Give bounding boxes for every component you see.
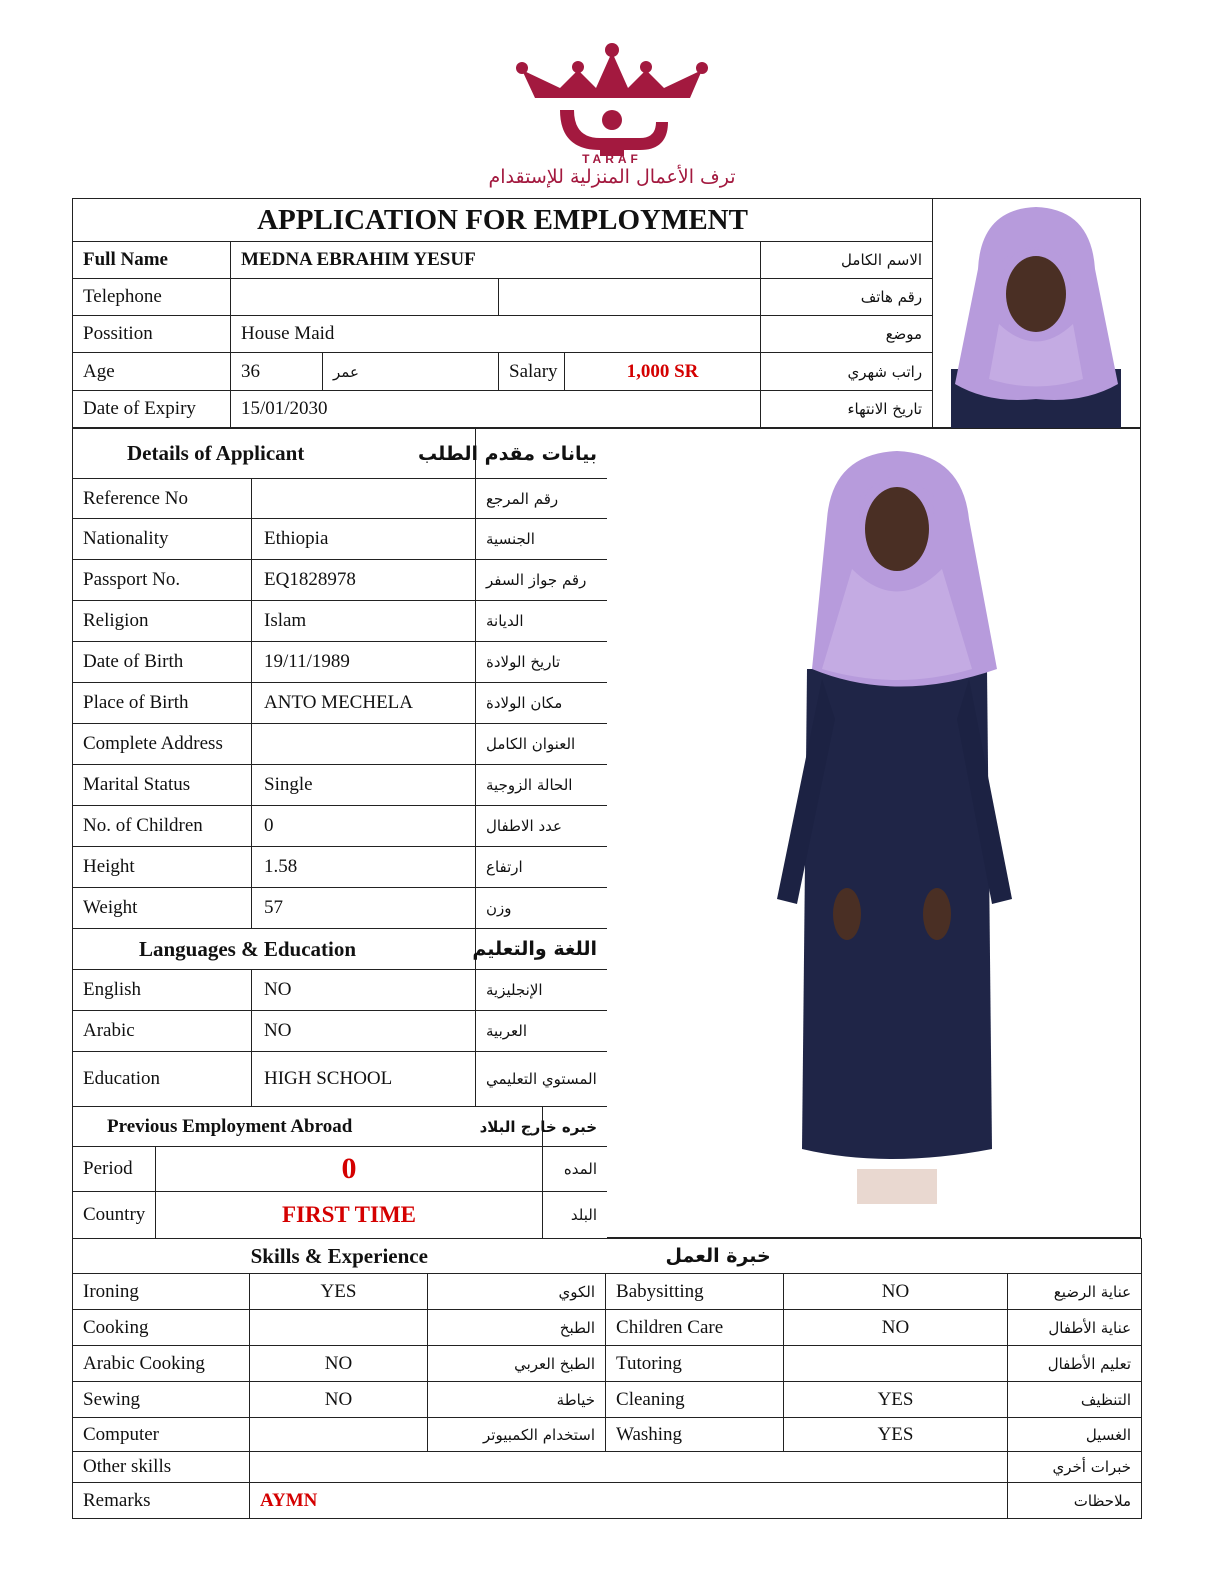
languages-heading: Languages & Education <box>73 929 476 970</box>
skill-value: NO <box>250 1346 428 1382</box>
skill-value <box>784 1346 1008 1382</box>
full-name-label-ar: الاسم الكامل <box>761 242 933 279</box>
expiry-label-ar: تاريخ الانتهاء <box>761 391 933 428</box>
skill-label-ar: التنظيف <box>1008 1382 1142 1418</box>
skill-label: Cleaning <box>606 1382 784 1418</box>
detail-value: Islam <box>252 601 476 642</box>
period-label-ar: المده <box>543 1147 608 1192</box>
portrait-photo <box>932 198 1141 428</box>
skill-value <box>250 1418 428 1452</box>
position-value: House Maid <box>231 316 761 353</box>
language-value: NO <box>252 1011 476 1052</box>
detail-label-ar: الديانة <box>476 601 608 642</box>
skill-label-ar: الطبخ <box>428 1310 606 1346</box>
expiry-value: 15/01/2030 <box>231 391 761 428</box>
table-row <box>73 479 608 519</box>
telephone-label-ar: رقم هاتف <box>761 279 933 316</box>
period-label: Period <box>73 1147 156 1192</box>
remarks-label: Remarks <box>73 1483 250 1519</box>
detail-label-ar: وزن <box>476 888 608 929</box>
other-skills-value <box>250 1452 1008 1483</box>
skill-label: Sewing <box>73 1382 250 1418</box>
salary-label-ar: راتب شهري <box>761 353 933 391</box>
table-row <box>73 601 608 642</box>
table-row <box>73 724 608 765</box>
detail-label-ar: الجنسية <box>476 519 608 560</box>
skill-label-ar: خياطة <box>428 1382 606 1418</box>
detail-label: Weight <box>73 888 252 929</box>
detail-label: Passport No. <box>73 560 252 601</box>
skill-value: YES <box>784 1382 1008 1418</box>
skill-label: Washing <box>606 1418 784 1452</box>
table-row <box>73 765 608 806</box>
previous-heading: Previous Employment Abroad <box>73 1107 543 1147</box>
detail-value <box>252 479 476 519</box>
table-row <box>73 888 608 929</box>
detail-label: Height <box>73 847 252 888</box>
skill-label: Computer <box>73 1418 250 1452</box>
detail-label: Nationality <box>73 519 252 560</box>
skill-label-ar: الطبخ العربي <box>428 1346 606 1382</box>
language-label: English <box>73 970 252 1011</box>
language-label-ar: الإنجليزية <box>476 970 608 1011</box>
brand-latin: TARAF <box>582 152 642 166</box>
age-label-ar: عمر <box>323 353 499 391</box>
skill-label-ar: الغسيل <box>1008 1418 1142 1452</box>
page-title: APPLICATION FOR EMPLOYMENT <box>73 199 933 242</box>
skill-value: YES <box>250 1274 428 1310</box>
skill-value: NO <box>784 1310 1008 1346</box>
agency-logo <box>0 40 1224 190</box>
language-label: Arabic <box>73 1011 252 1052</box>
skill-value: YES <box>784 1418 1008 1452</box>
table-row <box>73 560 608 601</box>
country-label-ar: البلد <box>543 1192 608 1239</box>
details-heading-ar: بيانات مقدم الطلب <box>476 429 608 479</box>
table-row <box>73 1274 1142 1310</box>
language-label: Education <box>73 1052 252 1107</box>
detail-value: EQ1828978 <box>252 560 476 601</box>
table-row <box>73 642 608 683</box>
detail-label: Place of Birth <box>73 683 252 724</box>
other-skills-label-ar: خبرات أخري <box>1008 1452 1142 1483</box>
application-header-table <box>72 198 933 428</box>
detail-label: Complete Address <box>73 724 252 765</box>
skills-heading: Skills & Experience <box>73 1239 606 1274</box>
position-label: Possition <box>73 316 231 353</box>
detail-value: 19/11/1989 <box>252 642 476 683</box>
detail-label-ar: ارتفاع <box>476 847 608 888</box>
brand-arabic: ترف الأعمال المنزلية للإستقدام <box>488 166 736 188</box>
full-name-value: MEDNA EBRAHIM YESUF <box>231 242 761 279</box>
previous-heading-ar: خبره خارج البلاد <box>543 1107 608 1147</box>
language-label-ar: العربية <box>476 1011 608 1052</box>
previous-employment-table <box>72 1106 608 1239</box>
detail-label-ar: رقم جواز السفر <box>476 560 608 601</box>
skill-label: Arabic Cooking <box>73 1346 250 1382</box>
skill-label-ar: استخدام الكمبيوتر <box>428 1418 606 1452</box>
country-label: Country <box>73 1192 156 1239</box>
table-row <box>73 806 608 847</box>
detail-label-ar: الحالة الزوجية <box>476 765 608 806</box>
full-name-label: Full Name <box>73 242 231 279</box>
table-row <box>73 847 608 888</box>
detail-value: 57 <box>252 888 476 929</box>
details-table <box>72 428 608 1107</box>
position-label-ar: موضع <box>761 316 933 353</box>
remarks-value: AYMN <box>250 1483 1008 1519</box>
other-skills-label: Other skills <box>73 1452 250 1483</box>
skill-label-ar: تعليم الأطفال <box>1008 1346 1142 1382</box>
detail-label: Religion <box>73 601 252 642</box>
full-body-photo <box>607 428 1141 1238</box>
detail-value: 1.58 <box>252 847 476 888</box>
skills-heading-ar: خبرة العمل <box>606 1239 1142 1274</box>
skill-label: Cooking <box>73 1310 250 1346</box>
detail-label: Date of Birth <box>73 642 252 683</box>
skill-label-ar: عناية الأطفال <box>1008 1310 1142 1346</box>
detail-value: ANTO MECHELA <box>252 683 476 724</box>
table-row <box>73 683 608 724</box>
table-row <box>73 1310 1142 1346</box>
language-value: HIGH SCHOOL <box>252 1052 476 1107</box>
table-row <box>73 1382 1142 1418</box>
salary-label: Salary <box>499 353 565 391</box>
skill-label: Tutoring <box>606 1346 784 1382</box>
crown-icon <box>516 43 708 156</box>
detail-value <box>252 724 476 765</box>
detail-label-ar: رقم المرجع <box>476 479 608 519</box>
table-row <box>73 519 608 560</box>
table-row <box>73 1418 1142 1452</box>
expiry-label: Date of Expiry <box>73 391 231 428</box>
telephone-label: Telephone <box>73 279 231 316</box>
detail-label: Reference No <box>73 479 252 519</box>
salary-value: 1,000 SR <box>565 353 761 391</box>
detail-value: Ethiopia <box>252 519 476 560</box>
language-value: NO <box>252 970 476 1011</box>
age-label: Age <box>73 353 231 391</box>
skills-table <box>72 1238 1142 1519</box>
details-heading: Details of Applicant <box>73 429 476 479</box>
detail-label-ar: عدد الاطفال <box>476 806 608 847</box>
skill-value: NO <box>784 1274 1008 1310</box>
telephone-value-2 <box>499 279 761 316</box>
detail-value: 0 <box>252 806 476 847</box>
period-value: 0 <box>156 1147 543 1192</box>
detail-label-ar: العنوان الكامل <box>476 724 608 765</box>
detail-label-ar: مكان الولادة <box>476 683 608 724</box>
skill-value: NO <box>250 1382 428 1418</box>
detail-value: Single <box>252 765 476 806</box>
skill-label-ar: الكوي <box>428 1274 606 1310</box>
skill-label: Ironing <box>73 1274 250 1310</box>
languages-heading-ar: اللغة والتعليم <box>476 929 608 970</box>
age-value: 36 <box>231 353 323 391</box>
remarks-label-ar: ملاحظات <box>1008 1483 1142 1519</box>
telephone-value <box>231 279 499 316</box>
detail-label-ar: تاريخ الولادة <box>476 642 608 683</box>
detail-label: No. of Children <box>73 806 252 847</box>
skill-label-ar: عناية الرضيع <box>1008 1274 1142 1310</box>
detail-label: Marital Status <box>73 765 252 806</box>
skill-label: Children Care <box>606 1310 784 1346</box>
language-label-ar: المستوي التعليمي <box>476 1052 608 1107</box>
table-row <box>73 1011 608 1052</box>
skill-label: Babysitting <box>606 1274 784 1310</box>
table-row <box>73 1052 608 1107</box>
country-value: FIRST TIME <box>156 1192 543 1239</box>
skill-value <box>250 1310 428 1346</box>
table-row <box>73 970 608 1011</box>
table-row <box>73 1346 1142 1382</box>
